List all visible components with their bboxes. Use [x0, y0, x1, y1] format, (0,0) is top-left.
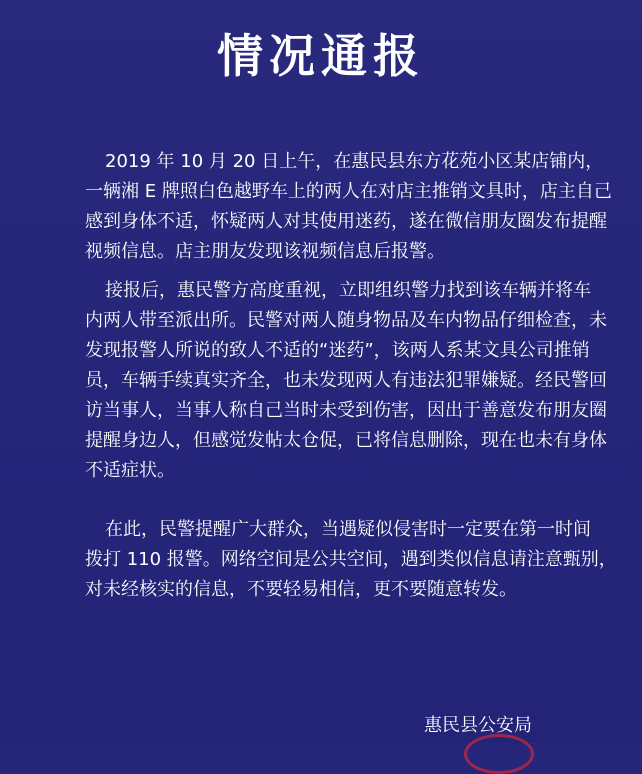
paragraph-line: 感到身体不适，怀疑两人对其使用迷药，遂在微信朋友圈发布提醒	[85, 211, 607, 232]
paragraph-line: 视频信息。店主朋友发现该视频信息后报警。	[85, 241, 445, 262]
paragraph-line: 接报后，惠民警方高度重视，立即组织警力找到该车辆并将车	[105, 280, 591, 301]
signature-issuer: 惠民县公安局	[424, 715, 532, 736]
paragraph-line: 内两人带至派出所。民警对两人随身物品及车内物品仔细检查，未	[85, 310, 607, 331]
paragraph-line: 拨打 110 报警。网络空间是公共空间，遇到类似信息请注意甄别，	[85, 549, 617, 570]
paragraph-line: 访当事人，当事人称自己当时未受到伤害，因出于善意发布朋友圈	[85, 400, 607, 421]
paragraph-incident	[85, 147, 612, 267]
paragraph-line: 不适症状。	[85, 460, 175, 481]
paragraph-reminder	[85, 515, 617, 605]
paragraph-line: 员，车辆手续真实齐全，也未发现两人有违法犯罪嫌疑。经民警回	[85, 370, 607, 391]
notice-title: 情况通报	[217, 29, 425, 83]
paragraph-line: 提醒身边人，但感觉发帖太仓促，已将信息删除，现在也未有身体	[85, 430, 607, 451]
paragraph-investigation	[85, 276, 607, 486]
paragraph-line: 发现报警人所说的致人不适的“迷药”，该两人系某文具公司推销	[85, 340, 590, 361]
paragraph-line: 2019 年 10 月 20 日上午，在惠民县东方花苑小区某店铺内，	[105, 151, 604, 172]
paragraph-line: 一辆湘 E 牌照白色越野车上的两人在对店主推销文具时，店主自己	[85, 181, 612, 202]
official-seal	[464, 734, 534, 774]
paragraph-line: 对未经核实的信息，不要轻易相信，更不要随意转发。	[85, 579, 517, 600]
paragraph-line: 在此，民警提醒广大群众，当遇疑似侵害时一定要在第一时间	[105, 519, 591, 540]
